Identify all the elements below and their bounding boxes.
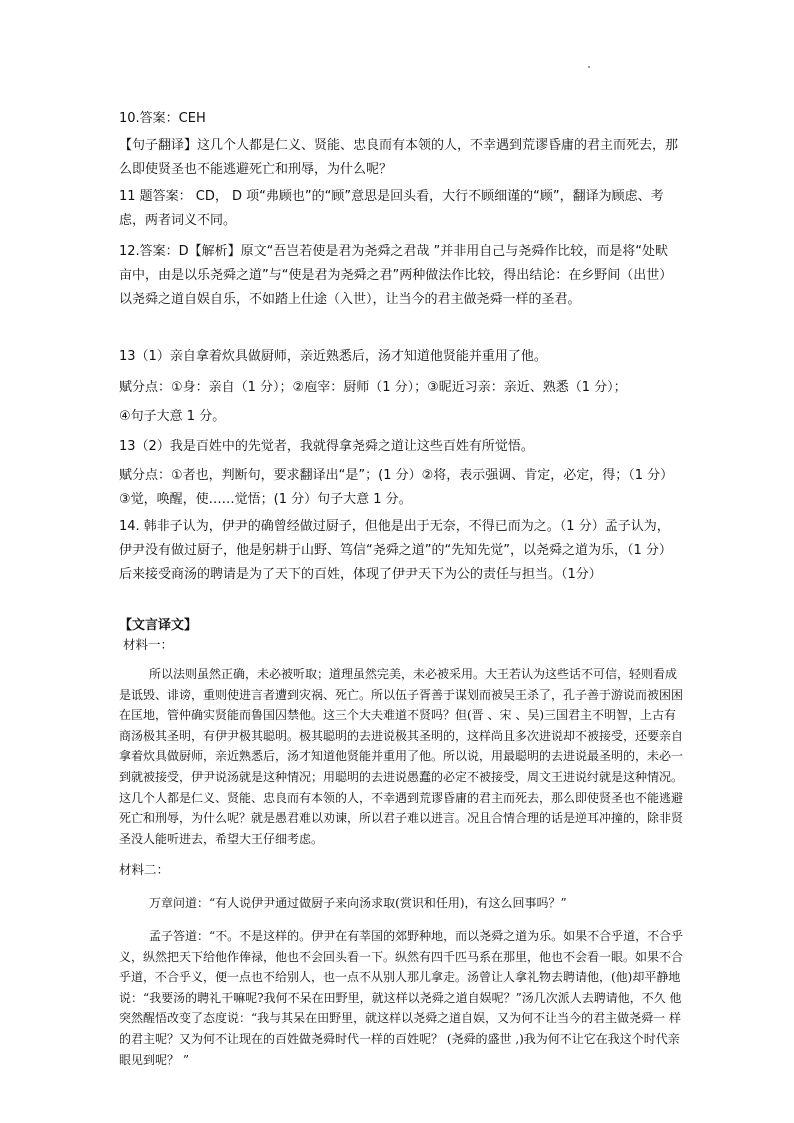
answer-13-1-points-b-text: ④句子大意 1 分。 (119, 409, 226, 424)
material-2-answer (119, 926, 685, 1070)
answer-12 (119, 240, 681, 312)
answer-14-text: 14. 韩非子认为，伊尹的确曾经做过厨子，但他是出于无奈，不得已而为之。（1 分）孟子认为，伊尹没有做过厨子，他是躬耕于山野、笃信“尧舜之道”的“先知先觉”，以尧舜之道为乐，（1 分）后来接受商汤的聘请是为了天下的百姓，体现了伊尹天下为公的责任与担当。（1分） (119, 519, 672, 582)
answer-13-1-points (119, 376, 681, 400)
material-1-label: 材料一： (123, 637, 174, 652)
answer-14 (119, 515, 681, 587)
answer-10-line: 10.答案：CEH (119, 111, 206, 126)
answer-13-1-points-a: 赋分点：①身：亲自（1 分）；②庖宰：厨师（1 分）；③昵近习亲：亲近、熟悉（1 分）； (119, 380, 627, 395)
answer-11-text: 11 题答案： CD， D 项“弗顾也”的“顾”意思是回头看，大行不顾细谨的“顾”，翻译为顾虑、考虑，两者词义不同。 (119, 189, 664, 228)
material-1-body (119, 664, 685, 849)
answer-13-1-points-b (119, 405, 681, 429)
answer-13-1 (119, 345, 681, 369)
translation-heading: 【文言译文】 (119, 618, 198, 633)
answer-13-2 (119, 435, 681, 459)
answer-10 (119, 107, 681, 131)
sentence-translation: 【句子翻译】这几个人都是仁义、贤能、忠良而有本领的人，不幸遇到荒谬昏庸的君主而死去，那么即使贤圣也不能逃避死亡和刑辱，为什么呢？ (119, 138, 679, 177)
answer-10-translation (119, 134, 681, 182)
answer-13-2-points-text: 赋分点：①者也，判断句，要求翻译出“是”；(1 分）②将，表示强调、肯定，必定，得；（1 分）③觉，唤醒，使……觉悟；(1 分）句子大意 1 分。 (119, 468, 674, 507)
material-2-answer-text: 孟子答道：“不。不是这样的。伊尹在有莘国的郊野种地，而以尧舜之道为乐。如果不合乎道，不合乎义，纵然把天下给他作俸禄，他也不会回头看一下。纵然有四千匹马系在那里，他也不会看一眼。如果不合乎道，不合乎义，便一点也不给别人，也一点不从别人那儿拿走。汤曾让人拿礼物去聘请他，(他)却平静地说：“我要汤的聘礼干嘛呢?我何不呆在田野里，就这样以尧舜之道自娱呢？”汤几次派人去聘请他，不久 他突然醒悟改变了态度说：“我与其呆在田野里，就这样以尧舜之道自娱，又为何不让当今的君主做尧舜一 样 的君主呢？又为何不让现在的百姓做尧舜时代一样的百姓呢？ (尧舜的盛世 ,)我为何不让它在我这个时代亲眼见到呢？ ” (119, 929, 684, 1067)
answer-12-text: 12.答案：D【解析】原文“吾岂若使是君为尧舜之君哉 ”并非用自己与尧舜作比较，而是将“处畎亩中，由是以乐尧舜之道”与“使是君为尧舜之君”两种做法作比较，得出结论：在乡野间（出世） 以尧舜之道自娱自乐，不如踏上仕途（入世），让当今的君主做尧舜一样的圣君。 (119, 244, 673, 307)
answer-13-2-text: 13（2）我是百姓中的先觉者，我就得拿尧舜之道让这些百姓有所觉悟。 (119, 439, 534, 454)
material-2-label: 材料二： (119, 862, 170, 877)
answer-13-1-text: 13（1）亲自拿着炊具做厨师，亲近熟悉后，汤才知道他贤能并重用了他。 (119, 349, 547, 364)
material-1-text: 所以法则虽然正确，未必被听取；道理虽然完美，未必被采用。大王若认为这些话不可信，轻则看成是诋毁、诽谤，重则使进言者遭到灾祸、死亡。所以伍子胥善于谋划而被吴王杀了，孔子善于游说而被困困在匡地，管仲确实贤能而鲁国囚禁他。这三个大夫难道不贤吗？但(晋 、宋 、吴)三国君主不明智，上古有商汤极其圣明，有伊尹极其聪明。极其聪明的去进说极其圣明的，这样尚且多次进说却不被接受，还要亲自拿着炊具做厨师，亲近熟悉后，汤才知道他贤能并重用了他。所以说，用最聪明的去进说最圣明的，未必一到就被接受，伊尹说汤就是这种情况；用聪明的去进说愚蠢的必定不被接受，周文王进说纣就是这种情况。这几个人都是仁义、贤能、忠良而有本领的人，不幸遇到荒谬昏庸的君主而死去，那么即使贤圣也不能逃避死亡和刑辱，为什么呢？就是愚君难以劝谏，所以君子难以进言。况且合情合理的话是逆耳冲撞的，除非贤圣没人能听进去，希望大王仔细考虑。 (119, 667, 684, 846)
page-mark (588, 66, 590, 68)
material-2-question-text: 万章问道：“有人说伊尹通过做厨子来向汤求取(赏识和任用)，有这么回事吗？” (149, 896, 567, 910)
answer-11 (119, 185, 681, 233)
material-2-question (119, 893, 685, 914)
answer-13-2-points (119, 464, 681, 512)
